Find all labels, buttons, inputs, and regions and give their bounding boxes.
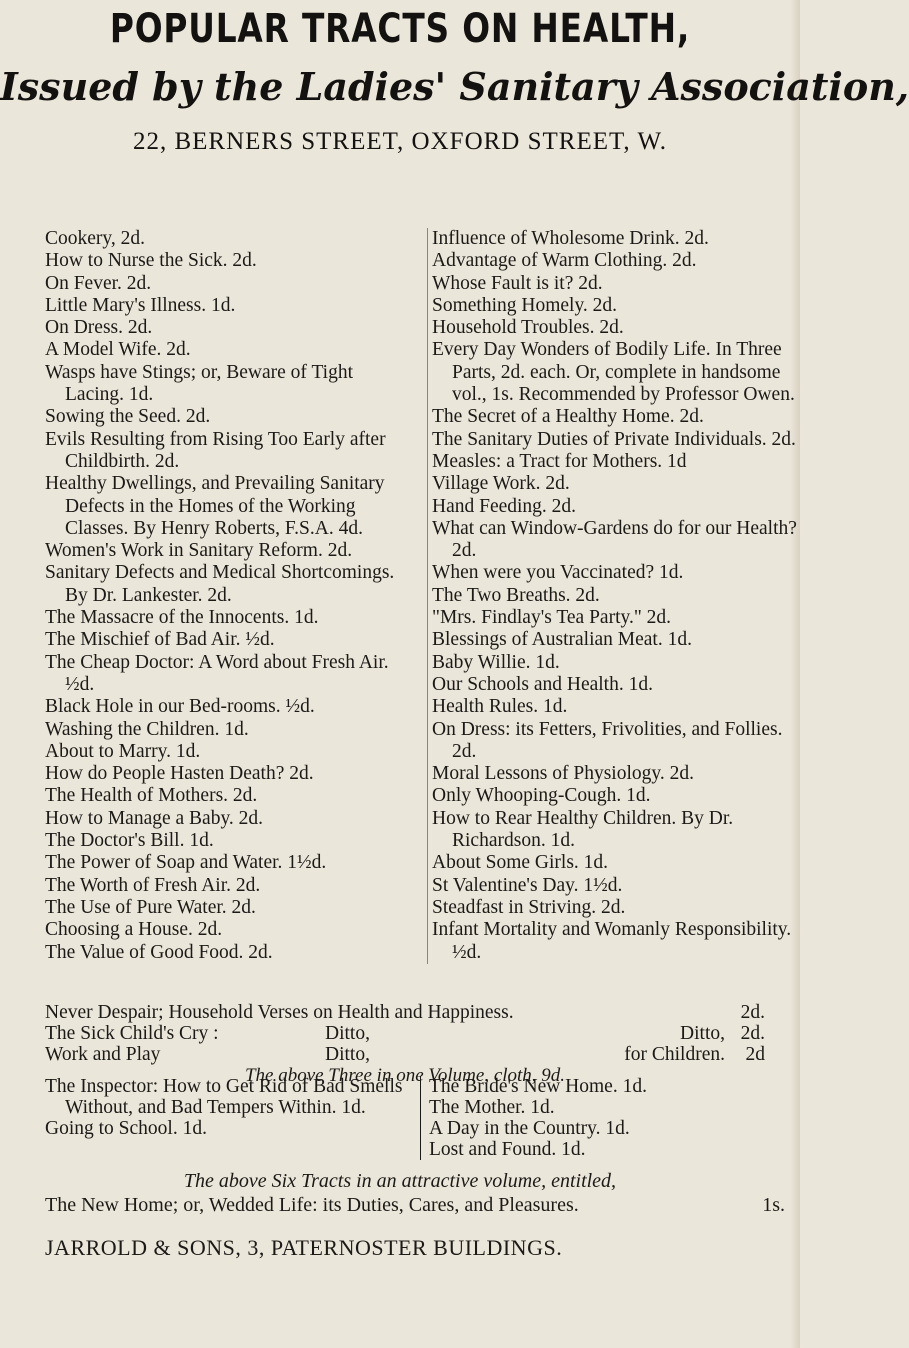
list-item: The Bride's New Home. 1d.	[429, 1076, 647, 1097]
list-item: The Use of Pure Water. 2d.	[45, 896, 256, 918]
list-item: Measles: a Tract for Mothers. 1d	[432, 450, 687, 472]
list-item: Our Schools and Health. 1d.	[432, 673, 653, 695]
list-item: Going to School. 1d.	[45, 1118, 207, 1139]
list-item: A Day in the Country. 1d.	[429, 1118, 630, 1139]
list-item: About to Marry. 1d.	[45, 740, 201, 762]
list-item: Influence of Wholesome Drink. 2d.	[432, 228, 709, 249]
page-title: POPULAR TRACTS ON HEALTH,	[109, 6, 691, 52]
list-item: On Fever. 2d.	[45, 272, 152, 294]
list-item: Something Homely. 2d.	[432, 294, 618, 316]
list-item: Sanitary Defects and Medical Shortcomings. By Dr. Lankester. 2d.	[45, 562, 395, 606]
list-item: The Secret of a Healthy Home. 2d.	[432, 406, 704, 428]
list-item: Choosing a House. 2d.	[45, 919, 223, 941]
list-item: Household Troubles. 2d.	[432, 317, 624, 339]
list-item: The Power of Soap and Water. 1½d.	[45, 852, 327, 874]
list-item: The Massacre of the Innocents. 1d.	[45, 607, 319, 629]
list-item: Cookery, 2d.	[45, 228, 146, 249]
new-home-price: 1s.	[762, 1194, 785, 1216]
list-item: Village Work. 2d.	[432, 473, 570, 495]
list-item: The Sanitary Duties of Private Individuals. 2d.	[432, 428, 796, 450]
volume-note: The above Three in one Volume, cloth, 9d.	[244, 1065, 566, 1086]
new-home-line	[45, 1194, 785, 1217]
verses-row	[45, 1023, 765, 1044]
list-item: Blessings of Australian Meat. 1d.	[432, 629, 692, 651]
list-item: On Dress: its Fetters, Frivolities, and Follies. 2d.	[432, 718, 783, 762]
list-item: Sowing the Seed. 2d.	[45, 406, 211, 428]
list-item: St Valentine's Day. 1½d.	[432, 874, 623, 896]
verses-section	[45, 1002, 765, 1086]
verses-price: 2d.	[740, 1023, 765, 1044]
list-item: The Value of Good Food. 2d.	[45, 941, 273, 963]
list-item: Wasps have Stings; or, Beware of Tight Lacing. 1d.	[45, 361, 354, 406]
new-home-title: The New Home; or, Wedded Life: its Duties, Cares, and Pleasures.	[45, 1194, 579, 1216]
list-item: How do People Hasten Death? 2d.	[45, 763, 314, 785]
list-item: Whose Fault is it? 2d.	[432, 272, 603, 294]
verses-title: Never Despair; Household Verses on Health and Happiness.	[45, 1002, 514, 1023]
verses-ditto: Ditto,	[325, 1044, 370, 1065]
list-item: Baby Willie. 1d.	[432, 651, 560, 673]
list-item: The Doctor's Bill. 1d.	[45, 830, 214, 852]
list-item: What can Window-Gardens do for our Health? 2d.	[432, 517, 797, 562]
list-item: Advantage of Warm Clothing. 2d.	[432, 250, 697, 272]
left-column	[45, 228, 405, 964]
list-item: About Some Girls. 1d.	[432, 852, 609, 874]
verses-row	[45, 1002, 765, 1023]
issuer-line: Issued by the Ladies' Sanitary Association,	[0, 64, 909, 109]
issuer-address: 22, BERNERS STREET, OXFORD STREET, W.	[132, 128, 668, 155]
list-item: A Model Wife. 2d.	[45, 339, 191, 361]
list-item: Only Whooping-Cough. 1d.	[432, 785, 651, 807]
list-item: How to Nurse the Sick. 2d.	[45, 250, 257, 272]
publisher-imprint: JARROLD & SONS, 3, PATERNOSTER BUILDINGS.	[45, 1235, 563, 1260]
six-tracts-note: The above Six Tracts in an attractive volume, entitled,	[183, 1170, 617, 1192]
list-item: The Cheap Doctor: A Word about Fresh Air. ½d.	[45, 651, 389, 695]
list-item: How to Manage a Baby. 2d.	[45, 807, 264, 829]
lower-left-column	[45, 1076, 405, 1139]
list-item: Health Rules. 1d.	[432, 696, 568, 718]
list-item: The Worth of Fresh Air. 2d.	[45, 874, 261, 896]
verses-price: 2d	[745, 1044, 765, 1065]
list-item: Hand Feeding. 2d.	[432, 495, 577, 517]
list-item: Steadfast in Striving. 2d.	[432, 896, 626, 918]
verses-ditto: Ditto,	[680, 1023, 725, 1044]
verses-title: The Sick Child's Cry :	[45, 1023, 219, 1044]
verses-ditto: Ditto,	[325, 1023, 370, 1044]
list-item: Women's Work in Sanitary Reform. 2d.	[45, 540, 353, 562]
verses-title: Work and Play	[45, 1044, 161, 1065]
right-column	[427, 228, 797, 964]
list-item: The Inspector: How to Get Rid of Bad Smells Without, and Bad Tempers Within. 1d.	[45, 1076, 403, 1118]
list-item: "Mrs. Findlay's Tea Party." 2d.	[432, 607, 672, 629]
verses-row	[45, 1044, 765, 1065]
list-item: Healthy Dwellings, and Prevailing Sanitary Defects in the Homes of the Working Classes. By Henry Roberts, F.S.A. 4d.	[45, 473, 385, 539]
list-item: Washing the Children. 1d.	[45, 718, 249, 740]
list-item: The Mischief of Bad Air. ½d.	[45, 629, 275, 651]
verses-price: 2d.	[740, 1002, 765, 1023]
list-item: How to Rear Healthy Children. By Dr. Richardson. 1d.	[432, 807, 734, 852]
lower-right-column	[420, 1076, 789, 1160]
list-item: The Health of Mothers. 2d.	[45, 785, 258, 807]
verses-ditto: for Children.	[624, 1044, 725, 1065]
list-item: Infant Mortality and Womanly Responsibility. ½d.	[432, 919, 792, 963]
list-item: Moral Lessons of Physiology. 2d.	[432, 763, 694, 785]
list-item: When were you Vaccinated? 1d.	[432, 562, 684, 584]
list-item: Black Hole in our Bed-rooms. ½d.	[45, 696, 315, 718]
list-item: Lost and Found. 1d.	[429, 1139, 586, 1160]
list-item: The Two Breaths. 2d.	[432, 584, 600, 606]
list-item: Little Mary's Illness. 1d.	[45, 294, 236, 316]
list-item: Every Day Wonders of Bodily Life. In Three Parts, 2d. each. Or, complete in handsome vol., 1s. Recommended by Professor Owen.	[432, 339, 795, 406]
list-item: On Dress. 2d.	[45, 317, 153, 339]
list-item: The Mother. 1d.	[429, 1097, 555, 1118]
list-item: Evils Resulting from Rising Too Early after Childbirth. 2d.	[45, 428, 386, 472]
